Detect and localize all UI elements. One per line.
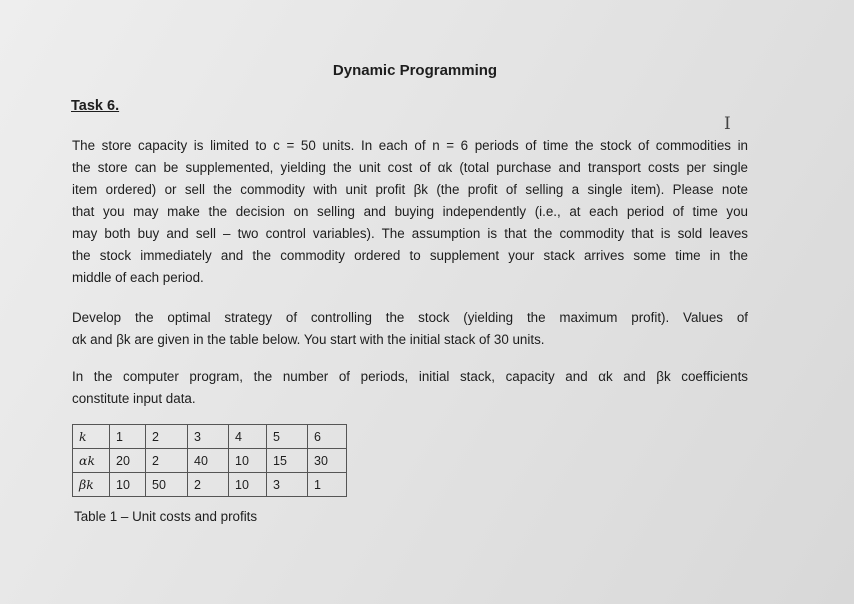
table-row-beta [73, 473, 347, 497]
problem-statement-paragraph [72, 135, 748, 289]
table-cell: 3 [267, 473, 308, 497]
task-heading: Task 6. [71, 98, 120, 114]
document-title: Dynamic Programming [332, 62, 498, 79]
table-cell: 50 [146, 473, 188, 497]
table-cell: 10 [229, 473, 267, 497]
row-label: k [73, 425, 110, 449]
table-cell: 15 [267, 449, 308, 473]
table-caption: Table 1 – Unit costs and profits [74, 509, 258, 524]
table-cell: 20 [110, 449, 146, 473]
table-cell: 1 [308, 473, 347, 497]
table-cell: 3 [188, 425, 229, 449]
text-line: In the computer program, the number of periods, initial stack, capacity and αk and βk coefficients [72, 369, 748, 384]
text-line: that you may make the decision on selling and buying independently (i.e., at each period of time you [72, 204, 748, 219]
text-line: αk and βk are given in the table below. You start with the initial stack of 30 units. [72, 332, 545, 347]
text-line: may both buy and sell – two control variables). The assumption is that the commodity that is sold leaves [72, 226, 748, 241]
text-line: item ordered) or sell the commodity with unit profit βk (the profit of selling a single item). Please note [72, 182, 748, 197]
table-cell: 2 [188, 473, 229, 497]
table-row-k [73, 425, 347, 449]
text-cursor-icon: I [724, 114, 731, 134]
text-line: the store can be supplemented, yielding the unit cost of αk (total purchase and transport costs per single [72, 160, 748, 175]
row-label: βk [73, 473, 110, 497]
table-cell: 2 [146, 425, 188, 449]
table-cell: 10 [110, 473, 146, 497]
table-cell: 2 [146, 449, 188, 473]
coefficients-table [72, 424, 347, 497]
text-line: constitute input data. [72, 391, 196, 406]
table-cell: 10 [229, 449, 267, 473]
text-line: The store capacity is limited to c = 50 units. In each of n = 6 periods of time the stock of commodities in [72, 138, 748, 153]
table-cell: 1 [110, 425, 146, 449]
objective-paragraph [72, 307, 748, 351]
table-cell: 40 [188, 449, 229, 473]
table-cell: 5 [267, 425, 308, 449]
text-line: the stock immediately and the commodity ordered to supplement your stack arrives some time in the [72, 248, 748, 263]
table-cell: 6 [308, 425, 347, 449]
row-label: αk [73, 449, 110, 473]
text-line: middle of each period. [72, 270, 204, 285]
table-cell: 4 [229, 425, 267, 449]
table-cell: 30 [308, 449, 347, 473]
input-data-paragraph [72, 366, 748, 410]
text-line: Develop the optimal strategy of controlling the stock (yielding the maximum profit). Values of [72, 310, 748, 325]
table-row-alpha [73, 449, 347, 473]
